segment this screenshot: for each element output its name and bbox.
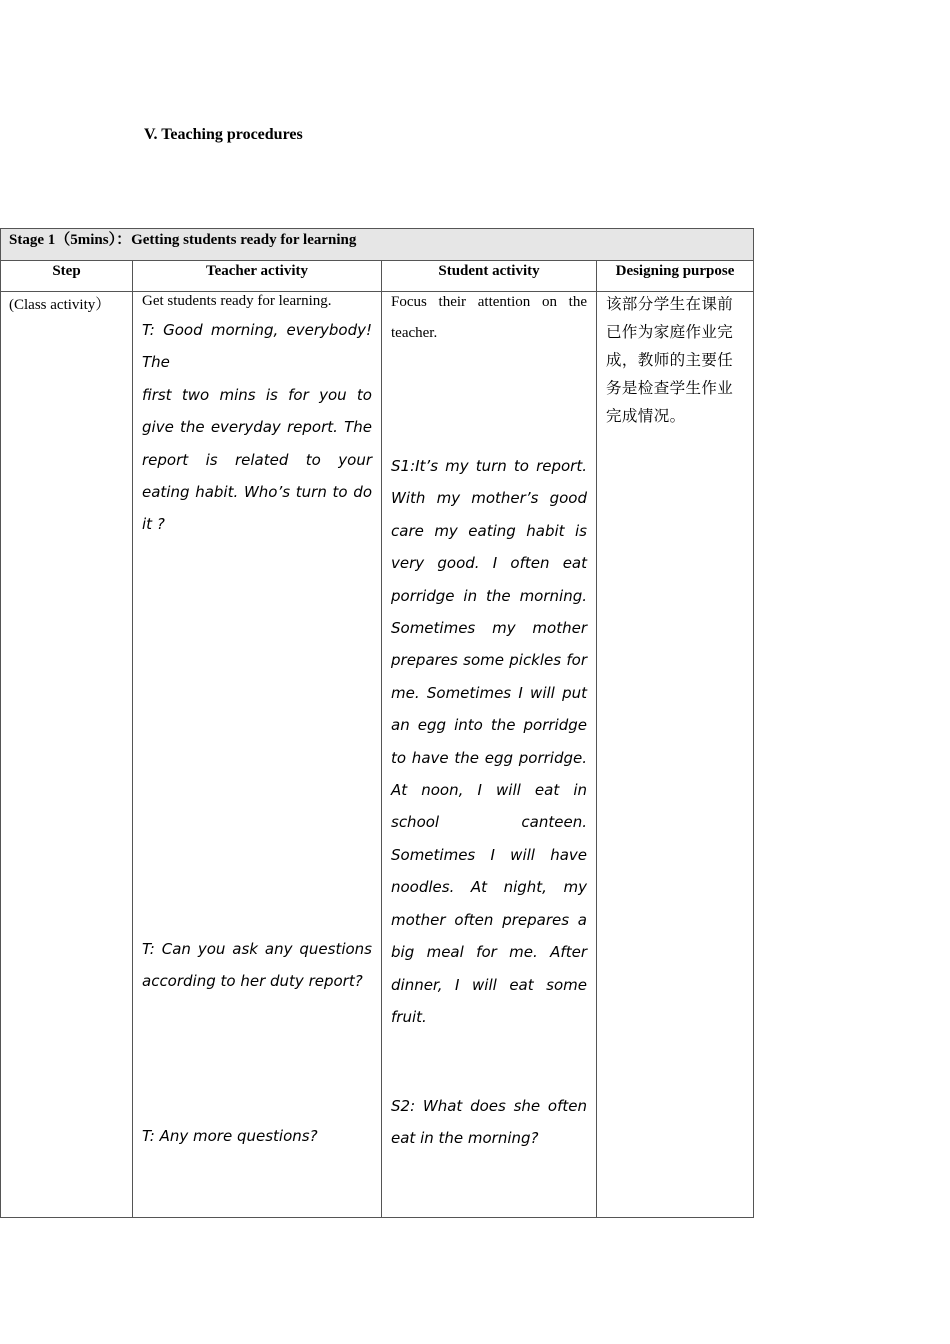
stage-title-cell: [1, 229, 754, 261]
header-student: Student activity: [382, 261, 597, 292]
teacher-line-2: T: Can you ask any questions according to her duty report?: [142, 940, 372, 991]
student-line-1: S1:It’s my turn to report. With my mother’s good care my eating habit is very good. I often eat porridge in the morning. Sometimes my mother prepares some pickles for me. Sometimes I will put an egg into the porridge to have the egg porridge. At noon, I will eat in school canteen. Sometimes I will have noodles. At night, my mother often prepares a big meal for me. After dinner, I will eat some fruit.: [391, 457, 587, 1026]
procedures-table: [0, 228, 754, 1218]
teacher-cell: [133, 292, 382, 1218]
purpose-cell: [597, 292, 754, 1218]
header-step: Step: [1, 261, 133, 292]
header-teacher: Teacher activity: [133, 261, 382, 292]
teacher-intro: Get students ready for learning.: [142, 293, 332, 309]
step-cell: [1, 292, 133, 1218]
stage-row: [1, 292, 754, 1218]
teacher-line-1: T: Good morning, everybody! The: [142, 321, 372, 372]
purpose-text: 该部分学生在课前已作为家庭作业完成，教师的主要任务是检查学生作业完成情况。: [606, 295, 734, 425]
teacher-line-3: T: Any more questions?: [142, 1127, 318, 1145]
student-line-2: S2: What does she often eat in the morning?: [391, 1097, 587, 1148]
step-text: (Class activity）: [9, 297, 111, 313]
section-title: V. Teaching procedures: [144, 126, 303, 143]
header-purpose: Designing purpose: [597, 261, 754, 292]
stage-title: Stage 1（5mins）：Getting students ready for learning: [9, 232, 357, 248]
header-row: [1, 261, 754, 292]
student-cell: [382, 292, 597, 1218]
student-focus: Focus their attention on the teacher.: [391, 294, 587, 341]
teacher-line-1b: first two mins is for you to give the everyday report. The report is related to your eating habit. Who’s turn to do it ?: [142, 385, 372, 534]
